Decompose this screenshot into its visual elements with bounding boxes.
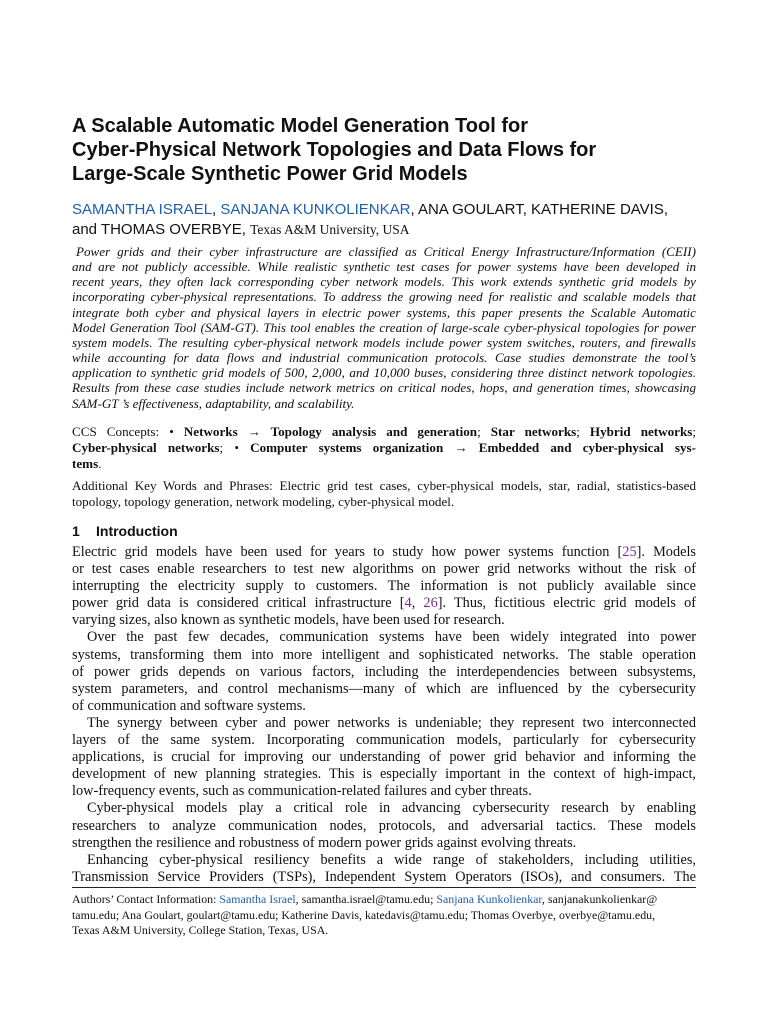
abstract-line: while accounting for data flows and industrial communication protocols. Case studies demonstrate the tool’s bbox=[72, 350, 696, 366]
text-run: ]. Models bbox=[636, 544, 696, 560]
section-heading bbox=[72, 522, 178, 540]
title-line: Large-Scale Synthetic Power Grid Models bbox=[72, 163, 468, 185]
section-title: Introduction bbox=[96, 523, 178, 539]
author-list bbox=[72, 200, 696, 239]
paragraph-line: or test cases enable researchers to test new algorithms on power grid networks without the risk of bbox=[72, 561, 696, 578]
paragraph-line bbox=[72, 544, 696, 561]
ccs-concept: Cyber-physical networks bbox=[72, 440, 220, 455]
title-line: A Scalable Automatic Model Generation Tool for bbox=[72, 115, 528, 137]
ccs-separator: ; bbox=[692, 424, 696, 439]
paragraph-line: Enhancing cyber-physical resiliency benefits a wide range of stakeholders, including utilities, bbox=[87, 851, 696, 868]
paragraph-line: systems, transforming them into more intelligent and sophisticated networks. The stable operation bbox=[72, 646, 696, 663]
ccs-concept: Computer systems organization → Embedded and cyber-physical sys- bbox=[250, 440, 696, 455]
abstract-line: Power grids and their cyber infrastructure are classified as Critical Energy Infrastructure/Information (CEII) bbox=[76, 244, 696, 259]
ccs-separator: . bbox=[98, 456, 102, 471]
abstract-line: application to synthetic grid models of 500, 2,000, and 10,000 buses, considering three distinct network topologies. bbox=[72, 365, 696, 381]
paragraph-line: varying sizes, also known as synthetic models, have been used for research. bbox=[72, 612, 505, 629]
abstract-line: Model Generation Tool (SAM-GT). This tool enables the creation of large-scale cyber-physical topologies for power bbox=[72, 319, 696, 335]
paragraph-line: The synergy between cyber and power networks is undeniable; they represent two interconnected bbox=[87, 714, 696, 731]
paragraph-line: Over the past few decades, communication systems have been widely integrated into power bbox=[87, 629, 696, 646]
ccs-label: CCS Concepts: • bbox=[72, 424, 184, 439]
text-run: Authors’ Contact Information: bbox=[72, 892, 220, 906]
paragraph-line: system parameters, and control mechanisms—many of which are influenced by the cybersecurity bbox=[72, 680, 696, 697]
keywords-line: Additional Key Words and Phrases: Electric grid test cases, cyber-physical models, star, radial, statistics-based bbox=[72, 478, 696, 493]
paragraph-line bbox=[72, 595, 696, 612]
footnote-divider bbox=[72, 887, 696, 888]
author-line bbox=[72, 200, 696, 220]
paragraph-line: researchers to analyze communication nodes, protocols, and adversarial tactics. These models bbox=[72, 817, 696, 834]
paragraph-line: low-frequency events, such as communication-related failures and cyber threats. bbox=[72, 783, 532, 800]
ccs-separator: ; bbox=[576, 424, 590, 439]
author-names: and THOMAS OVERBYE, bbox=[72, 220, 251, 238]
title-line: Cyber-Physical Network Topologies and Data Flows for bbox=[72, 139, 597, 161]
citation-link[interactable]: 25 bbox=[622, 544, 637, 560]
paragraph-line: interrupting the electricity supply to customers. The information is not publicly available since bbox=[72, 578, 696, 595]
author-link-sanjana-kunkolienkar[interactable]: Sanjana Kunkolienkar bbox=[436, 892, 542, 906]
abstract-line: recent years, they often lack corresponding cyber network models. This work extends synthetic grid models by bbox=[72, 274, 696, 290]
text-run: , samantha.israel@tamu.edu; bbox=[295, 892, 437, 906]
ccs-line bbox=[72, 456, 696, 472]
paragraph-line: Transmission Service Providers (TSPs), Independent System Operators (ISOs), and consumers. The bbox=[72, 868, 696, 885]
ccs-separator: ; bbox=[477, 424, 491, 439]
abstract bbox=[72, 244, 696, 411]
text-run: , bbox=[411, 595, 424, 612]
citation-link[interactable]: 4 bbox=[404, 595, 412, 612]
author-separator: , bbox=[212, 201, 221, 218]
footnote-line: Texas A&M University, College Station, Texas, USA. bbox=[72, 923, 329, 937]
abstract-line: incorporating cyber-physical representations. To address the growing need for realistic and scalable models that bbox=[72, 289, 696, 305]
ccs-concept: tems bbox=[72, 456, 99, 471]
affiliation: Texas A&M University, USA bbox=[250, 221, 410, 237]
keywords bbox=[72, 478, 696, 510]
abstract-line: SAM-GT ’s effectiveness, adaptability, and scalability. bbox=[72, 395, 355, 411]
text-run: ]. Thus, fictitious electric grid models of bbox=[437, 595, 696, 612]
text-run: Electric grid models have been used for years to study how power systems function [ bbox=[72, 544, 623, 560]
paragraph-line: strengthen the resilience and robustness of modern power grids against evolving threats. bbox=[72, 834, 577, 851]
author-names: , ANA GOULART, KATHERINE DAVIS, bbox=[410, 201, 669, 218]
text-run: , sanjanakunkolienkar@ bbox=[541, 892, 658, 906]
citation-link[interactable]: 26 bbox=[423, 595, 438, 612]
keywords-line: topology, topology generation, network modeling, cyber-physical model. bbox=[72, 494, 455, 509]
footnote-line bbox=[72, 892, 696, 908]
abstract-line: and are not publicly accessible. While realistic synthetic test cases for power systems have been developed in bbox=[72, 259, 696, 275]
author-link-samantha-israel[interactable]: SAMANTHA ISRAEL bbox=[72, 201, 213, 218]
footnote-line: tamu.edu; Ana Goulart, goulart@tamu.edu; Katherine Davis, katedavis@tamu.edu; Thomas Overbye, overbye@tamu.edu, bbox=[72, 907, 656, 922]
author-line bbox=[72, 220, 696, 240]
paragraph-line: applications, is crucial for improving our understanding of power grid behavior and informing the bbox=[72, 749, 696, 766]
paragraph-line: of communication and software systems. bbox=[72, 697, 306, 714]
ccs-separator: ; • bbox=[219, 440, 251, 455]
abstract-line: Results from these case studies include network metrics on critical nodes, hops, and generation times, showcasing bbox=[72, 380, 696, 396]
ccs-line bbox=[72, 440, 696, 456]
ccs-concepts bbox=[72, 424, 696, 472]
author-link-sanjana-kunkolienkar[interactable]: SANJANA KUNKOLIENKAR bbox=[220, 201, 411, 218]
paper-title bbox=[72, 114, 696, 186]
ccs-concept: Networks → Topology analysis and generation bbox=[183, 424, 478, 439]
text-run: power grid data is considered critical infrastructure [ bbox=[72, 595, 405, 612]
paragraph-line: of power grids depends on various factors, including the interdependencies between subsystems, bbox=[72, 663, 696, 680]
paragraph-line: Cyber-physical models play a critical role in advancing cybersecurity research by enabling bbox=[87, 800, 696, 817]
author-link-samantha-israel[interactable]: Samantha Israel bbox=[219, 892, 296, 906]
abstract-line: system models. The resulting cyber-physical network models include power system switches, routers, and firewalls bbox=[72, 334, 696, 350]
paragraph-line: layers of the same system. Incorporating communication models, particularly for cybersecurity bbox=[72, 732, 696, 749]
ccs-concept: Hybrid networks bbox=[589, 424, 693, 439]
footnote-contact-info bbox=[72, 892, 696, 939]
paragraph-line: development of new planning strategies. This is especially important in the context of high-impact, bbox=[72, 766, 696, 783]
ccs-line bbox=[72, 424, 696, 440]
body-text bbox=[72, 544, 696, 886]
section-number: 1 bbox=[72, 523, 80, 539]
abstract-line: integrate both cyber and physical layers in electric power systems, this paper presents the Scalable Automatic bbox=[72, 304, 696, 320]
ccs-concept: Star networks bbox=[490, 424, 577, 439]
